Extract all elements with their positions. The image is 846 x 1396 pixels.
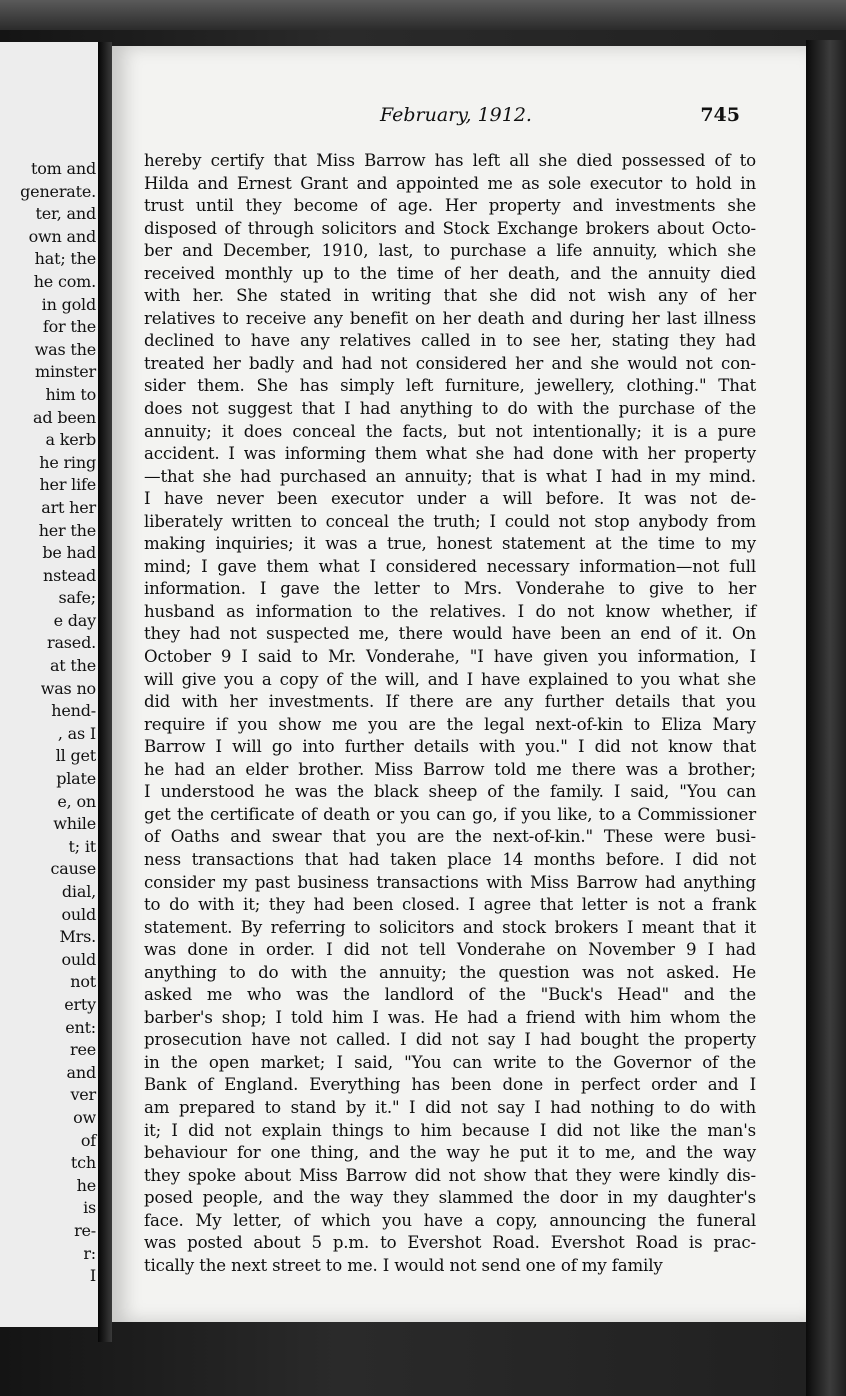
left-page-line: re- (74, 1220, 96, 1240)
left-page-line: at the (49, 656, 96, 676)
left-page-line: ll get (55, 746, 96, 766)
book-top-edge (0, 0, 846, 30)
body-line: accident. I was informing them what she had done with her property (144, 444, 756, 464)
body-line: treated her badly and had not considered her and she would not con- (144, 353, 756, 373)
left-page (0, 42, 101, 1327)
body-line: tically the next street to me. I would not send one of my family (144, 1255, 663, 1275)
left-page-line: hend- (51, 701, 96, 721)
body-line: information. I gave the letter to Mrs. Vonderahe to give to her (144, 579, 756, 599)
body-line: did with her investments. If there are any further details that you (144, 692, 756, 712)
left-page-line: a kerb (45, 430, 96, 450)
left-page-line: her the (38, 520, 96, 540)
left-page-line: art her (41, 497, 96, 517)
body-line: declined to have any relatives called in to see her, stating they had (144, 331, 756, 351)
body-line: in the open market; I said, "You can write to the Governor of the (144, 1052, 756, 1072)
left-page-line: be had (42, 543, 96, 563)
left-page-line: hat; the (34, 249, 96, 269)
left-page-text (0, 158, 96, 1288)
body-line: mind; I gave them what I considered necessary information—not full (144, 556, 756, 576)
left-page-line: Mrs. (59, 927, 96, 947)
body-line: will give you a copy of the will, and I have explained to you what she (144, 669, 756, 689)
body-line: to do with it; they had been closed. I agree that letter is not a frank (144, 895, 756, 915)
body-line: disposed of through solicitors and Stock Exchange brokers about Octo- (144, 218, 756, 238)
running-head: February, 1912. (380, 104, 532, 126)
body-line: Barrow I will go into further details with you." I did not know that (144, 737, 756, 757)
body-line: behaviour for one thing, and the way he put it to me, and the way (144, 1143, 756, 1163)
page-header (112, 104, 806, 130)
left-page-line: ow (73, 1107, 96, 1127)
book-right-edge (806, 40, 846, 1396)
body-line: he had an elder brother. Miss Barrow told me there was a brother; (144, 759, 756, 779)
body-line: they had not suspected me, there would have been an end of it. On (144, 624, 756, 644)
body-line: husband as information to the relatives. I do not know whether, if (144, 601, 756, 621)
body-line: am prepared to stand by it." I did not say I had nothing to do with (144, 1097, 756, 1117)
body-line: hereby certify that Miss Barrow has left all she died possessed of to (144, 151, 756, 170)
left-page-line: him to (45, 384, 96, 404)
left-page-line: tom and (30, 159, 96, 178)
left-page-line: while (53, 814, 96, 834)
left-page-line: e day (53, 610, 96, 630)
left-page-line: her life (39, 475, 96, 495)
body-line: was posted about 5 p.m. to Evershot Road. Evershot Road is prac- (144, 1233, 756, 1253)
body-line: of Oaths and swear that you are the next-of-kin." These were busi- (144, 827, 756, 847)
left-page-line: , as I (57, 723, 96, 743)
left-page-line: nstead (43, 565, 96, 585)
left-page-line: of (80, 1130, 96, 1150)
body-line: I have never been executor under a will before. It was not de- (144, 489, 756, 509)
body-line: I understood he was the black sheep of the family. I said, "You can (144, 782, 756, 802)
left-page-line: r: (83, 1243, 96, 1263)
left-page-line: ad been (33, 407, 96, 427)
right-page (112, 46, 806, 1322)
left-page-line: ter, and (35, 204, 96, 224)
body-line: ber and December, 1910, last, to purchase a life annuity, which she (144, 241, 756, 261)
left-page-line: cause (50, 859, 96, 879)
left-page-line: rased. (47, 633, 96, 653)
body-line: with her. She stated in writing that she did not wish any of her (144, 286, 756, 306)
body-line: relatives to receive any benefit on her death and during her last illness (144, 308, 756, 328)
left-page-line: was no (40, 678, 96, 698)
body-line: they spoke about Miss Barrow did not show that they were kindly dis- (144, 1165, 756, 1185)
body-line: posed people, and the way they slammed the door in my daughter's (144, 1188, 756, 1208)
body-line: consider my past business transactions with Miss Barrow had anything (144, 872, 756, 892)
left-page-line: erty (64, 994, 96, 1014)
left-page-line: he ring (39, 452, 96, 472)
left-page-line: generate. (20, 181, 96, 201)
body-line: anything to do with the annuity; the question was not asked. He (144, 962, 756, 982)
body-text (144, 150, 756, 1277)
left-page-line: dial, (61, 882, 96, 901)
left-page-line: I (89, 1266, 96, 1286)
body-line: Hilda and Ernest Grant and appointed me as sole executor to hold in (144, 173, 756, 193)
body-line: trust until they become of age. Her property and investments she (144, 196, 756, 216)
left-page-line: in gold (41, 294, 96, 314)
left-page-line: plate (56, 769, 96, 789)
body-line: received monthly up to the time of her death, and the annuity died (144, 263, 756, 283)
body-line: annuity; it does conceal the facts, but not intentionally; it is a pure (144, 421, 756, 441)
body-line: ness transactions that had taken place 14 months before. I did not (144, 849, 756, 869)
body-line: making inquiries; it was a true, honest statement at the time to my (144, 534, 756, 554)
left-page-line: is (83, 1198, 96, 1218)
body-line: sider them. She has simply left furniture, jewellery, clothing." That (144, 376, 756, 396)
body-line: prosecution have not called. I did not say I had bought the property (144, 1030, 756, 1050)
left-page-line: he (76, 1175, 96, 1195)
body-line: get the certificate of death or you can go, if you like, to a Commissioner (144, 804, 756, 824)
left-page-line: minster (35, 362, 96, 382)
left-page-line: t; it (68, 836, 96, 856)
left-page-line: and (66, 1062, 96, 1082)
left-page-line: own and (28, 226, 96, 246)
left-page-line: for the (42, 317, 96, 337)
body-line: require if you show me you are the legal next-of-kin to Eliza Mary (144, 714, 756, 734)
left-page-line: safe; (58, 588, 96, 608)
left-page-line: ould (61, 949, 96, 969)
left-page-line: ent: (65, 1017, 96, 1037)
body-line: liberately written to conceal the truth; I could not stop anybody from (144, 511, 756, 531)
left-page-line: not (70, 972, 96, 992)
left-page-line: was the (34, 339, 96, 359)
left-page-line: he com. (33, 271, 96, 291)
left-page-line: e, on (57, 791, 96, 811)
left-page-line: ver (70, 1085, 96, 1105)
left-page-line: tch (70, 1153, 96, 1173)
page-number: 745 (700, 104, 740, 126)
body-line: does not suggest that I had anything to do with the purchase of the (144, 399, 756, 419)
body-line: barber's shop; I told him I was. He had a friend with him whom the (144, 1007, 756, 1027)
left-page-line: ree (70, 1040, 96, 1060)
body-line: face. My letter, of which you have a copy, announcing the funeral (144, 1210, 756, 1230)
body-line: —that she had purchased an annuity; that is what I had in my mind. (144, 466, 756, 486)
body-line: was done in order. I did not tell Vonderahe on November 9 I had (144, 940, 756, 960)
body-line: October 9 I said to Mr. Vonderahe, "I have given you information, I (144, 647, 756, 667)
book-gutter (98, 42, 112, 1342)
body-line: it; I did not explain things to him because I did not like the man's (144, 1120, 756, 1140)
left-page-line: ould (61, 904, 96, 924)
body-line: Bank of England. Everything has been done in perfect order and I (144, 1075, 756, 1095)
body-line: statement. By referring to solicitors and stock brokers I meant that it (144, 917, 756, 937)
body-line: asked me who was the landlord of the "Buck's Head" and the (144, 985, 756, 1005)
